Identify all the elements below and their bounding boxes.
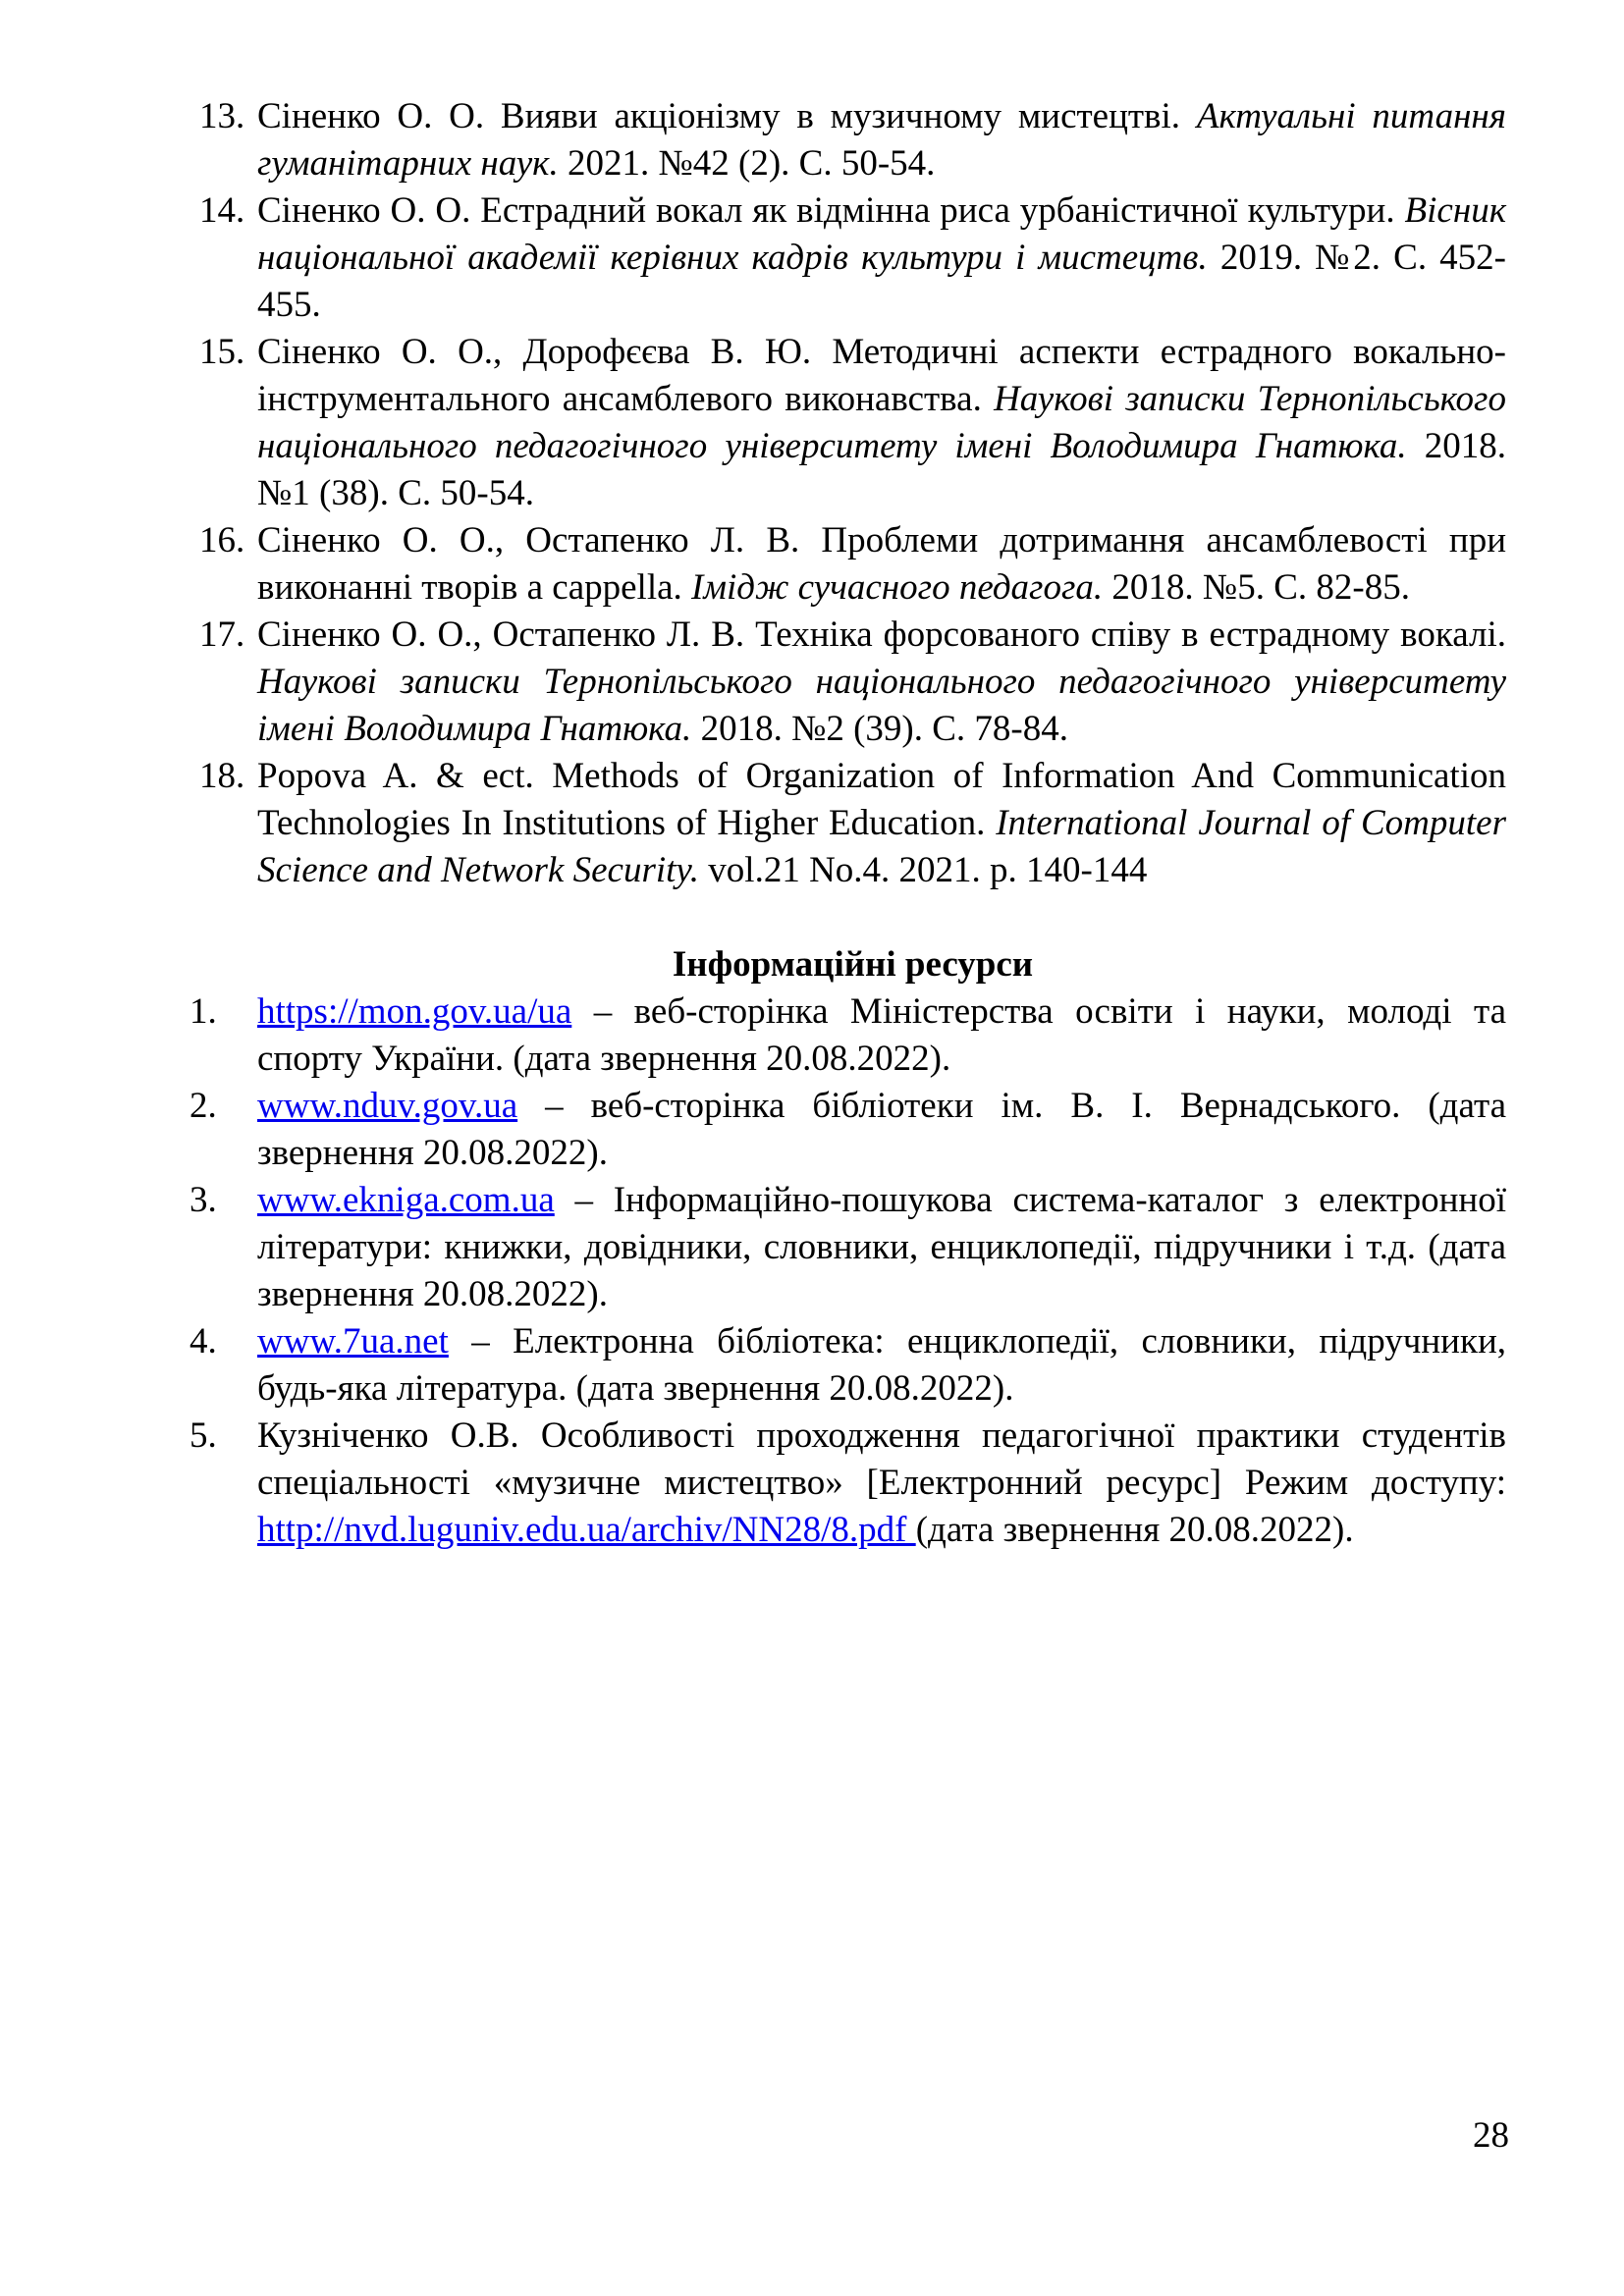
hyperlink[interactable]: www.ekniga.com.ua bbox=[257, 1180, 555, 1220]
reference-text bbox=[257, 96, 1506, 184]
text-run: – веб-сторінка Міністерства освіти і науки, молоді та спорту України. (дата звернення 20.08.2022). bbox=[257, 991, 1506, 1079]
reference-number: 5. bbox=[189, 1415, 217, 1456]
text-run: 2021. №42 (2). С. 50-54. bbox=[558, 143, 936, 184]
text-run: Сіненко О. О., Дорофєєва В. Ю. Методичні аспекти естрадного вокально-інструментального ансамблевого виконавства. bbox=[257, 332, 1506, 419]
text-run: Сіненко О. О. Вияви акціонізму в музичному мистецтві. bbox=[257, 96, 1197, 136]
reference-text bbox=[257, 1321, 1506, 1409]
hyperlink[interactable]: https://mon.gov.ua/ua bbox=[257, 991, 572, 1032]
reference-number: 14. bbox=[199, 190, 245, 231]
cited-source-title: Наукові записки Тернопільського національного педагогічного університету імені Володимира Гнатюка. bbox=[257, 379, 1506, 466]
reference-text bbox=[257, 520, 1506, 608]
cited-source-title: Актуальні питання гуманітарних наук. bbox=[257, 96, 1506, 184]
references-list bbox=[199, 93, 1506, 894]
reference-number: 15. bbox=[199, 332, 245, 372]
text-run: – Електронна бібліотека: енциклопедії, словники, підручники, будь-яка література. (дата звернення 20.08.2022). bbox=[257, 1321, 1506, 1409]
reference-item bbox=[199, 517, 1506, 612]
cited-source-title: Імідж сучасного педагога. bbox=[691, 567, 1104, 608]
reference-item bbox=[199, 329, 1506, 517]
reference-item bbox=[189, 1318, 1506, 1413]
reference-item bbox=[199, 93, 1506, 187]
text-run: Сіненко О. О., Остапенко Л. В. Техніка форсованого співу в естрадному вокалі. bbox=[257, 614, 1506, 655]
reference-item bbox=[189, 988, 1506, 1083]
text-run: 2018. №2 (39). С. 78-84. bbox=[691, 709, 1069, 749]
reference-text bbox=[257, 332, 1506, 513]
reference-text bbox=[257, 1086, 1506, 1173]
reference-item bbox=[189, 1413, 1506, 1554]
reference-number: 16. bbox=[199, 520, 245, 561]
reference-item bbox=[199, 753, 1506, 894]
reference-item bbox=[199, 187, 1506, 329]
reference-number: 13. bbox=[199, 96, 245, 136]
cited-source-title: Наукові записки Тернопільського національного педагогічного університету імені Володимира Гнатюка. bbox=[257, 662, 1506, 749]
text-run: 2018. №5. С. 82-85. bbox=[1103, 567, 1410, 608]
reference-text bbox=[257, 1180, 1506, 1314]
reference-number: 2. bbox=[189, 1086, 217, 1126]
cited-source-title: International Journal of Computer Science and Network Security. bbox=[257, 803, 1506, 890]
text-run: Popova A. & ect. Methods of Organization of Information And Communication Technologies In Institutions of Higher Education. bbox=[257, 756, 1506, 843]
text-run: – Інформаційно-пошукова система-каталог з електронної літератури: книжки, довідники, словники, енциклопедії, підручники і т.д. (дата звернення 20.08.2022). bbox=[257, 1180, 1506, 1314]
hyperlink[interactable]: http://nvd.luguniv.edu.ua/archiv/NN28/8.pdf bbox=[257, 1510, 916, 1550]
reference-text bbox=[257, 991, 1506, 1079]
text-run: Сіненко О. О., Остапенко Л. В. Проблеми дотримання ансамблевості при виконанні творів a cappella. bbox=[257, 520, 1506, 608]
reference-number: 3. bbox=[189, 1180, 217, 1220]
reference-item bbox=[199, 612, 1506, 753]
hyperlink[interactable]: www.nduv.gov.ua bbox=[257, 1086, 518, 1126]
reference-number: 1. bbox=[189, 991, 217, 1032]
hyperlink[interactable]: www.7ua.net bbox=[257, 1321, 449, 1362]
text-run: Кузніченко О.В. Особливості проходження педагогічної практики студентів спеціальності «музичне мистецтво» [Електронний ресурс] Режим доступу: bbox=[257, 1415, 1506, 1503]
text-run: 2019. №2. С. 452-455. bbox=[257, 238, 1506, 325]
text-run: – веб-сторінка бібліотеки ім. В. І. Вернадського. (дата звернення 20.08.2022). bbox=[257, 1086, 1506, 1173]
reference-text bbox=[257, 1415, 1506, 1550]
resources-list bbox=[189, 988, 1506, 1554]
reference-number: 4. bbox=[189, 1321, 217, 1362]
text-run: vol.21 No.4. 2021. p. 140-144 bbox=[699, 850, 1148, 890]
reference-item bbox=[189, 1177, 1506, 1318]
reference-item bbox=[189, 1083, 1506, 1177]
cited-source-title: Вісник національної академії керівних кадрів культури і мистецтв. bbox=[257, 190, 1506, 278]
text-run: (дата звернення 20.08.2022). bbox=[915, 1510, 1354, 1550]
text-run: Сіненко О. О. Естрадний вокал як відмінна риса урбаністичної культури. bbox=[257, 190, 1405, 231]
reference-text bbox=[257, 614, 1506, 749]
reference-text bbox=[257, 756, 1506, 890]
reference-text bbox=[257, 190, 1506, 325]
text-run: 2018. №1 (38). С. 50-54. bbox=[257, 426, 1507, 513]
reference-number: 18. bbox=[199, 756, 245, 796]
resources-heading: Інформаційні ресурси bbox=[672, 944, 1034, 985]
reference-number: 17. bbox=[199, 614, 245, 655]
page-number: 28 bbox=[1473, 2115, 1509, 2156]
